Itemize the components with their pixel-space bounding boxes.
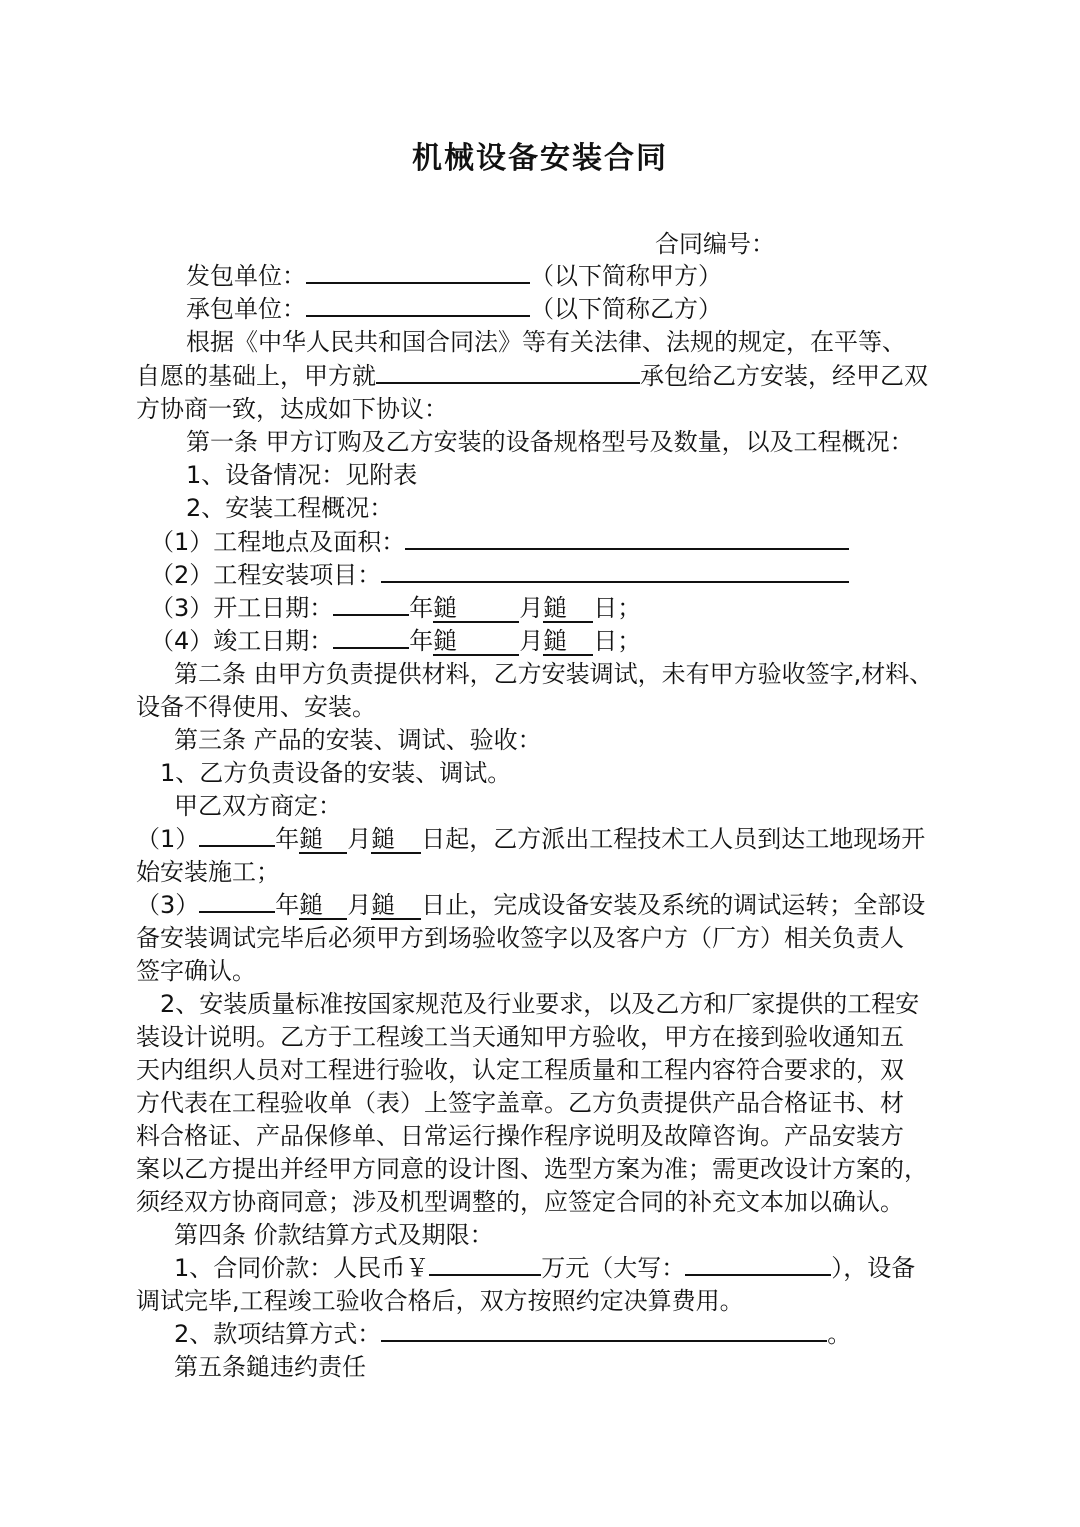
filler-char: 鎚 xyxy=(299,891,324,919)
article-1-item-2: 2、安装工程概况： xyxy=(186,494,394,522)
year-label: 年 xyxy=(409,627,434,655)
schedule-start-month-blank xyxy=(299,826,347,854)
install-items-blank xyxy=(381,559,849,583)
schedule-end-line-3: 签字确认。 xyxy=(136,957,256,985)
site-area-blank xyxy=(405,526,849,550)
settlement-label: 2、款项结算方式： xyxy=(174,1320,382,1348)
end-date-line xyxy=(150,625,641,658)
party-a-blank xyxy=(306,260,530,284)
schedule-end-year-blank xyxy=(199,889,275,913)
year-label: 年 xyxy=(275,825,300,853)
article-3-agreed: 甲乙双方商定： xyxy=(174,792,342,820)
schedule-start-day-blank xyxy=(371,826,421,854)
schedule-end-month-blank xyxy=(299,892,347,920)
month-label: 月 xyxy=(347,825,372,853)
article-2-line-2: 设备不得使用、安装。 xyxy=(136,693,376,721)
quality-line-5: 料合格证、产品保修单、日常运行操作程序说明及故障咨询。产品安装方 xyxy=(136,1122,904,1150)
intro-line-2 xyxy=(136,360,928,393)
contract-number-label: 合同编号： xyxy=(655,230,775,258)
filler-char: 鎚 xyxy=(299,825,324,853)
intro-line-2a: 自愿的基础上，甲方就 xyxy=(136,362,376,390)
start-date-line xyxy=(150,592,641,625)
quality-line-6: 案以乙方提出并经甲方同意的设计图、选型方案为准；需更改设计方案的， xyxy=(136,1155,928,1183)
price-line-2: 调试完毕,工程竣工验收合格后，双方按照约定决算费用。 xyxy=(136,1287,744,1315)
party-a-label: 发包单位： xyxy=(186,262,306,290)
end-day-blank xyxy=(543,628,593,656)
site-area-label: （1）工程地点及面积： xyxy=(150,528,406,556)
settlement-end: 。 xyxy=(827,1320,852,1348)
day-label: 日； xyxy=(593,594,642,622)
month-label: 月 xyxy=(347,891,372,919)
filler-char: 鎚 xyxy=(543,627,568,655)
party-b-note: （以下简称乙方） xyxy=(530,295,722,323)
filler-char: 鎚 xyxy=(371,825,396,853)
settlement-blank xyxy=(381,1318,827,1342)
schedule-start-text: 日起，乙方派出工程技术工人员到达工地现场开 xyxy=(421,825,926,853)
end-month-blank xyxy=(433,628,519,656)
quality-line-7: 须经双方协商同意；涉及机型调整的，应签定合同的补充文本加以确认。 xyxy=(136,1188,904,1216)
settlement-line xyxy=(174,1318,851,1351)
filler-char: 鎚 xyxy=(371,891,396,919)
article-1-heading: 第一条 甲方订购及乙方安装的设备规格型号及数量，以及工程概况： xyxy=(186,428,914,456)
quality-line-4: 方代表在工程验收单（表）上签字盖章。乙方负责提供产品合格证书、材 xyxy=(136,1089,904,1117)
end-date-label: （4）竣工日期： xyxy=(150,627,334,655)
install-items-label: （2）工程安装项目： xyxy=(150,561,382,589)
schedule-end-text: 日止，完成设备安装及系统的调试运转；全部设 xyxy=(421,891,926,919)
schedule-end-line xyxy=(136,889,925,922)
start-day-blank xyxy=(543,595,593,623)
schedule-start-index: （1） xyxy=(136,825,200,853)
intro-line-1: 根据《中华人民共和国合同法》等有关法律、法规的规定，在平等、 xyxy=(186,328,906,356)
quality-line-1: 2、安装质量标准按国家规范及行业要求，以及乙方和厂家提供的工程安 xyxy=(160,990,920,1018)
party-a-note: （以下简称甲方） xyxy=(530,262,722,290)
schedule-end-line-2: 备安装调试完毕后必须甲方到场验收签字以及客户方（厂方）相关负责人 xyxy=(136,924,904,952)
article-1-item-1: 1、设备情况：见附表 xyxy=(186,461,418,489)
price-line xyxy=(174,1252,915,1285)
intro-line-2b: 承包给乙方安装，经甲乙双 xyxy=(640,362,928,390)
document-title: 机械设备安装合同 xyxy=(412,141,668,176)
month-label: 月 xyxy=(519,627,544,655)
filler-char: 鎚 xyxy=(433,594,458,622)
party-b-line xyxy=(186,293,722,326)
price-words-blank xyxy=(685,1252,831,1276)
article-4-heading: 第四条 价款结算方式及期限： xyxy=(174,1221,494,1249)
start-year-blank xyxy=(333,592,409,616)
quality-line-3: 天内组织人员对工程进行验收，认定工程质量和工程内容符合要求的，双 xyxy=(136,1056,904,1084)
article-3-heading: 第三条 产品的安装、调试、验收： xyxy=(174,726,542,754)
site-area-line xyxy=(150,526,849,559)
end-year-blank xyxy=(333,625,409,649)
project-blank xyxy=(376,360,640,384)
schedule-end-index: （3） xyxy=(136,891,200,919)
year-label: 年 xyxy=(409,594,434,622)
year-label: 年 xyxy=(275,891,300,919)
price-tail: ），设备 xyxy=(831,1254,916,1282)
schedule-start-line-2: 始安装施工； xyxy=(136,858,280,886)
quality-line-2: 装设计说明。乙方于工程竣工当天通知甲方验收，甲方在接到验收通知五 xyxy=(136,1023,904,1051)
filler-char: 鎚 xyxy=(433,627,458,655)
article-2-line-1: 第二条 由甲方负责提供材料，乙方安装调试，未有甲方验收签字,材料、 xyxy=(174,660,934,688)
month-label: 月 xyxy=(519,594,544,622)
party-b-blank xyxy=(306,293,530,317)
schedule-start-line xyxy=(136,823,925,856)
start-month-blank xyxy=(433,595,519,623)
article-3-item-1: 1、乙方负责设备的安装、调试。 xyxy=(160,759,512,787)
article-5-heading: 第五条鎚违约责任 xyxy=(174,1353,366,1381)
intro-line-3: 方协商一致，达成如下协议： xyxy=(136,395,448,423)
price-amount-blank xyxy=(429,1252,541,1276)
day-label: 日； xyxy=(593,627,642,655)
party-a-line xyxy=(186,260,722,293)
filler-char: 鎚 xyxy=(543,594,568,622)
install-items-line xyxy=(150,559,849,592)
schedule-start-year-blank xyxy=(199,823,275,847)
start-date-label: （3）开工日期： xyxy=(150,594,334,622)
party-b-label: 承包单位： xyxy=(186,295,306,323)
price-label: 1、合同价款：人民币￥ xyxy=(174,1254,430,1282)
price-unit-label: 万元（大写： xyxy=(541,1254,686,1282)
schedule-end-day-blank xyxy=(371,892,421,920)
